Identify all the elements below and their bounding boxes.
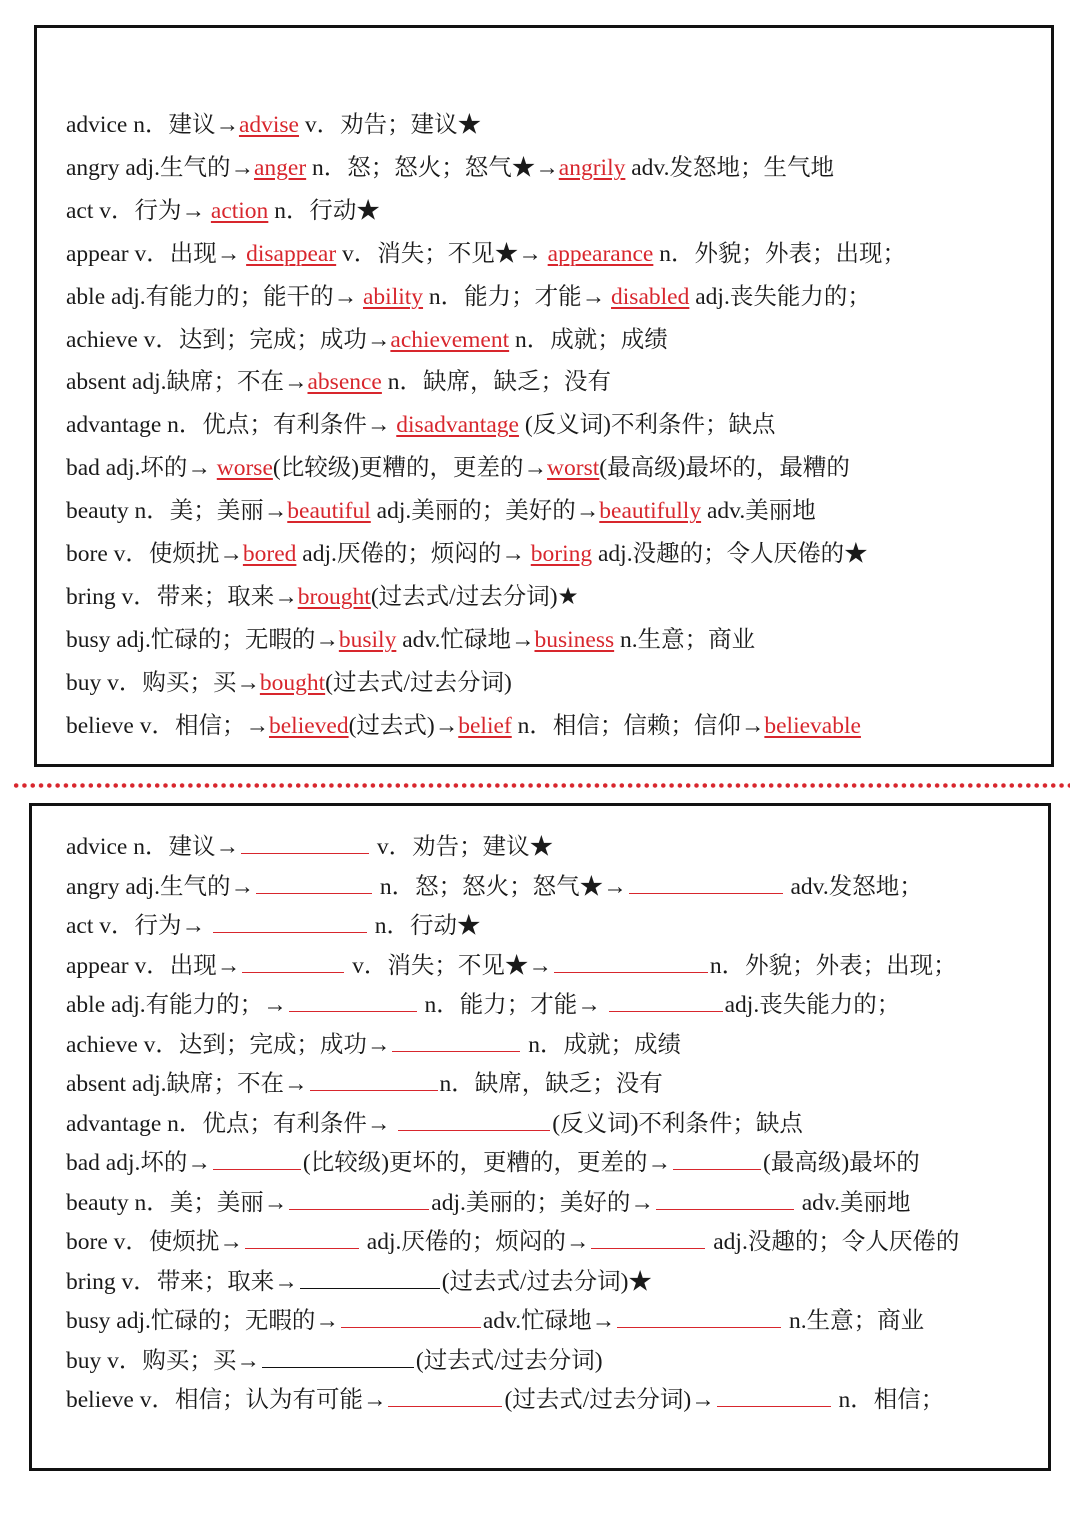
line-text: believe v．相信；→: [66, 712, 269, 739]
answer-blank[interactable]: [656, 1187, 794, 1210]
line-text: absent adj.缺席；不在→: [66, 1071, 308, 1097]
line-text: achieve v．达到；完成；成功→: [66, 1031, 391, 1058]
answer-blank[interactable]: [262, 1345, 414, 1368]
line-text: (最高级)最坏的，最糟的: [599, 455, 850, 482]
line-text: n.生意；商业: [783, 1308, 925, 1334]
line-text: n．能力；才能→: [423, 283, 612, 310]
answer-blank[interactable]: [617, 1305, 781, 1328]
line-text: adj.丧失能力的；: [724, 992, 901, 1018]
line-text: adj.厌倦的；烦闷的→: [296, 541, 531, 567]
line-text: v．消失；不见★→: [346, 952, 552, 979]
answer-line: [66, 280, 871, 314]
line-text: n．怒；怒火；怒气★→: [373, 873, 627, 900]
answer-word: angrily: [558, 154, 626, 181]
dotted-divider: [12, 783, 1070, 788]
line-text: adv.忙碌地→: [482, 1308, 616, 1334]
line-text: beauty n．美；美丽→: [66, 498, 288, 525]
answer-word: appearance: [547, 240, 654, 267]
answer-word: achievement: [390, 326, 510, 353]
line-text: adj.厌倦的；烦闷的→: [360, 1229, 590, 1255]
answer-word: absence: [307, 369, 382, 396]
answer-word: worst: [547, 455, 600, 482]
line-text: (过去式/过去分词)★: [441, 1268, 652, 1295]
line-text: n．成就；成绩: [522, 1031, 682, 1058]
line-text: bad adj.坏的→: [66, 455, 217, 482]
line-text: n．缺席，缺乏；没有: [381, 369, 611, 396]
answer-line: [66, 237, 906, 271]
exercise-line: [66, 1067, 663, 1101]
answer-blank[interactable]: [388, 1384, 502, 1407]
answer-blank[interactable]: [554, 950, 708, 973]
line-text: n．缺席，缺乏；没有: [439, 1071, 663, 1097]
answer-line: [66, 537, 868, 571]
answer-blank[interactable]: [591, 1226, 705, 1249]
answer-blank[interactable]: [341, 1305, 481, 1328]
line-text: (最高级)最坏的: [763, 1150, 920, 1176]
answer-line: [66, 494, 816, 528]
answer-line: [66, 408, 775, 442]
answer-word: brought: [297, 583, 371, 610]
line-text: adj.美丽的；美好的→: [370, 498, 600, 525]
exercise-line: [66, 1028, 681, 1062]
line-text: act v．行为→: [66, 197, 211, 224]
exercise-line: [66, 909, 481, 943]
line-text: able adj.有能力的；→: [66, 992, 287, 1018]
answer-blank[interactable]: [673, 1147, 761, 1170]
line-text: achieve v．达到；完成；成功→: [66, 326, 391, 353]
line-text: believe v．相信；认为有可能→: [66, 1387, 387, 1413]
line-text: busy adj.忙碌的；无暇的→: [66, 626, 339, 653]
answer-blank[interactable]: [392, 1029, 520, 1052]
answer-blank[interactable]: [398, 1108, 550, 1131]
answer-word: boring: [530, 541, 593, 567]
answer-word: believed: [268, 712, 349, 739]
answer-word: busily: [338, 626, 397, 653]
exercise-line: [66, 1304, 924, 1338]
answer-blank[interactable]: [289, 1187, 429, 1210]
answer-line: [66, 194, 380, 228]
exercise-line: [66, 1225, 959, 1259]
line-text: appear v．出现→: [66, 952, 241, 979]
line-text: absent adj.缺席；不在→: [66, 369, 308, 396]
exercise-line: [66, 870, 923, 904]
answer-word: disabled: [611, 283, 690, 310]
line-text: appear v．出现→: [66, 240, 247, 267]
answer-line: [66, 365, 611, 399]
line-text: (反义词)不利条件；缺点: [552, 1110, 803, 1137]
line-text: adj.没趣的；令人厌倦的★: [592, 541, 868, 567]
exercise-line: [66, 1344, 603, 1378]
line-text: (比较级)更坏的，更糟的，更差的→: [302, 1150, 672, 1176]
answer-blank[interactable]: [256, 871, 372, 894]
answer-word: believable: [764, 712, 861, 739]
exercise-line: [66, 1265, 652, 1299]
answer-blank[interactable]: [300, 1266, 440, 1289]
line-text: advantage n．优点；有利条件→: [66, 412, 397, 439]
answer-line: [66, 451, 850, 485]
line-text: advice n．建议→: [66, 834, 239, 860]
line-text: v．劝告；建议★: [370, 834, 554, 860]
answer-word: disadvantage: [396, 412, 519, 439]
line-text: n．外貌；外表；出现；: [653, 240, 906, 267]
answer-word: belief: [458, 712, 512, 739]
answer-blank[interactable]: [213, 1147, 301, 1170]
line-text: adj.没趣的；令人厌倦的: [707, 1229, 960, 1255]
line-text: n．相信；信赖；信仰→: [511, 712, 765, 739]
line-text: adj.丧失能力的；: [689, 283, 871, 310]
exercise-line: [66, 1107, 803, 1141]
answer-word: worse: [216, 455, 273, 482]
answer-blank[interactable]: [310, 1068, 438, 1091]
answer-blank[interactable]: [241, 831, 369, 854]
line-text: beauty n．美；美丽→: [66, 1189, 288, 1216]
line-text: bring v．带来；取来→: [66, 583, 298, 610]
line-text: adv.发怒地；生气地: [625, 154, 835, 181]
answer-word: advise: [238, 112, 299, 138]
line-text: n．行动★: [368, 913, 481, 939]
line-text: adv.发怒地；: [784, 873, 923, 900]
line-text: n．外貌；外表；出现；: [709, 952, 957, 979]
answer-word: action: [210, 197, 269, 224]
answer-blank[interactable]: [629, 871, 783, 894]
line-text: v．消失；不见★→: [336, 240, 548, 267]
answer-line: [66, 151, 834, 185]
line-text: busy adj.忙碌的；无暇的→: [66, 1308, 339, 1334]
line-text: bad adj.坏的→: [66, 1150, 211, 1176]
answer-blank[interactable]: [242, 950, 344, 973]
answer-word: bored: [242, 541, 297, 567]
line-text: advantage n．优点；有利条件→: [66, 1110, 397, 1137]
answer-line: [66, 580, 579, 614]
line-text: buy v．购买；买→: [66, 1347, 260, 1374]
line-text: (比较级)更糟的，更差的→: [272, 455, 548, 482]
line-text: act v．行为→: [66, 913, 211, 939]
line-text: n．相信；: [832, 1387, 945, 1413]
exercise-line: [66, 830, 553, 864]
line-text: bring v．带来；取来→: [66, 1268, 298, 1295]
answer-blank[interactable]: [717, 1384, 831, 1407]
line-text: adv.美丽地: [795, 1189, 911, 1216]
answer-blank[interactable]: [213, 910, 367, 933]
line-text: (过去式/过去分词): [415, 1347, 603, 1374]
line-text: able adj.有能力的；能干的→: [66, 283, 363, 310]
exercise-line: [66, 1383, 944, 1417]
line-text: bore v．使烦扰→: [66, 1229, 243, 1255]
exercise-line: [66, 1186, 911, 1220]
answer-blank[interactable]: [289, 989, 417, 1012]
line-text: (过去式)→: [348, 712, 459, 739]
answer-line: [66, 623, 755, 657]
line-text: (过去式/过去分词)→: [504, 1387, 715, 1413]
line-text: advice n．建议→: [66, 112, 239, 138]
answer-line: [66, 666, 512, 700]
answer-word: disappear: [246, 240, 337, 267]
line-text: v．劝告；建议★: [299, 112, 482, 138]
line-text: (过去式/过去分词)★: [370, 583, 579, 610]
line-text: adv.美丽地: [701, 498, 816, 525]
line-text: bore v．使烦扰→: [66, 541, 243, 567]
answer-word: bought: [259, 669, 326, 696]
line-text: buy v．购买；买→: [66, 669, 260, 696]
answer-line: [66, 108, 481, 142]
line-text: (过去式/过去分词): [325, 669, 512, 696]
line-text: n．怒；怒火；怒气★→: [306, 154, 559, 181]
line-text: n．成就；成绩: [509, 326, 668, 353]
line-text: angry adj.生气的→: [66, 154, 254, 181]
line-text: n.生意；商业: [614, 626, 756, 653]
answer-line: [66, 323, 668, 357]
exercise-line: [66, 1146, 920, 1180]
line-text: angry adj.生气的→: [66, 873, 254, 900]
line-text: n．行动★: [268, 197, 380, 224]
answer-line: [66, 709, 861, 743]
answer-word: beautiful: [287, 498, 371, 525]
answer-word: ability: [362, 283, 424, 310]
line-text: n．能力；才能→: [418, 992, 607, 1018]
line-text: adv.忙碌地→: [396, 626, 535, 653]
answer-word: business: [534, 626, 615, 653]
exercise-line: [66, 949, 957, 983]
line-text: adj.美丽的；美好的→: [431, 1189, 654, 1216]
answer-blank[interactable]: [245, 1226, 359, 1249]
answer-blank[interactable]: [609, 989, 723, 1012]
answer-word: anger: [253, 154, 307, 181]
answer-word: beautifully: [599, 498, 702, 525]
line-text: (反义词)不利条件；缺点: [518, 412, 776, 439]
exercise-line: [66, 988, 900, 1022]
